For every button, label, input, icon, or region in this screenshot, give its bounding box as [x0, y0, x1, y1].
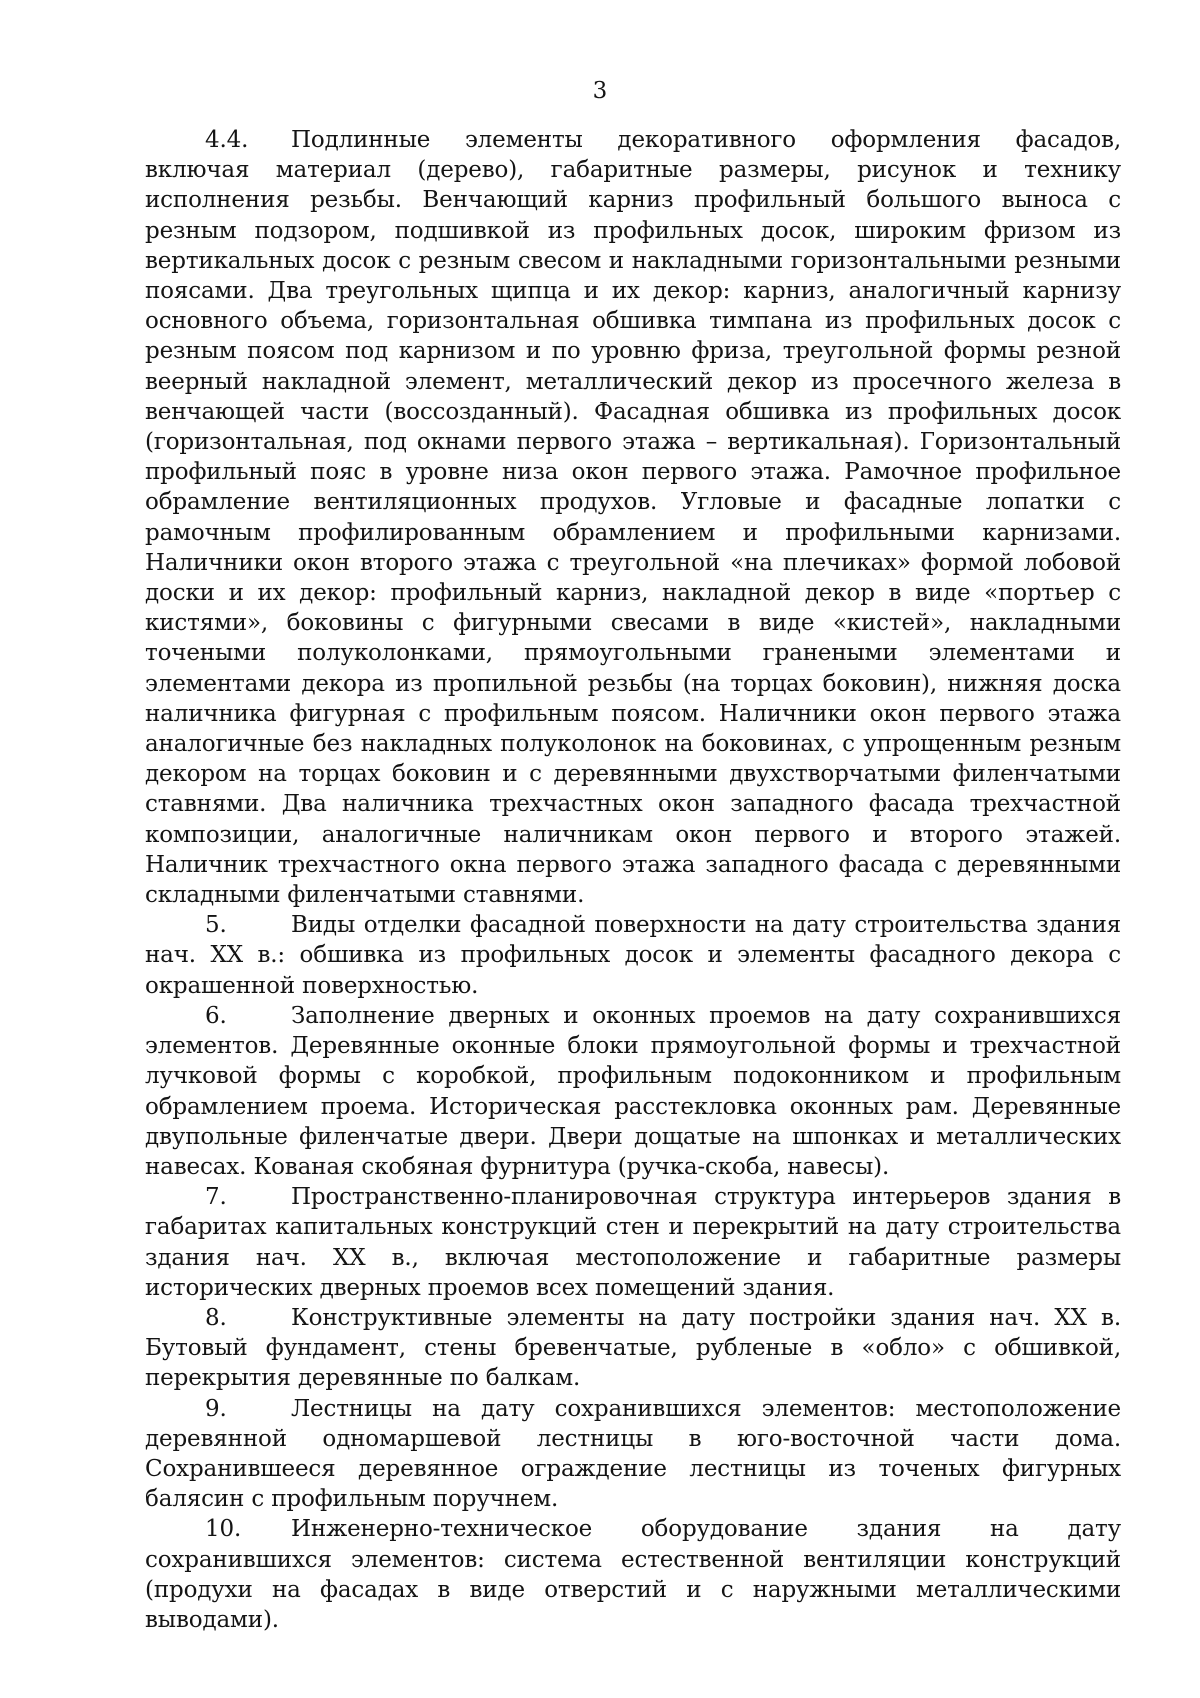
item-text: Виды отделки фасадной поверхности на дату строительства здания нач. XX в.: обшивка из профильных досок и элементы фасадного декора с окрашенной поверхностью. [145, 912, 1121, 999]
list-item-5 [145, 910, 1121, 1001]
item-number: 9. [205, 1395, 227, 1422]
item-text: Лестницы на дату сохранившихся элементов: местоположение деревянной одномаршевой лестницы в юго-восточной части дома. Сохранившееся деревянное ограждение лестницы из точеных фигурных балясин с профильным поручнем. [145, 1395, 1121, 1513]
list-item-7 [145, 1182, 1121, 1303]
list-item-4-4 [145, 125, 1121, 910]
document-body [145, 125, 1121, 1635]
list-item-9 [145, 1394, 1121, 1515]
item-number: 8. [205, 1304, 227, 1331]
item-text: Конструктивные элементы на дату постройки здания нач. XX в. Бутовый фундамент, стены бревенчатые, рубленые в «обло» с обшивкой, перекрытия деревянные по балкам. [145, 1304, 1121, 1392]
item-number: 6. [205, 1002, 227, 1029]
list-item-8 [145, 1303, 1121, 1394]
item-text: Пространственно-планировочная структура интерьеров здания в габаритах капитальных конструкций стен и перекрытий на дату строительства здания нач. XX в., включая местоположение и габаритные размеры исторических дверных проемов всех помещений здания. [145, 1184, 1121, 1301]
page-number: 3 [592, 78, 608, 104]
item-text: Заполнение дверных и оконных проемов на дату сохранившихся элементов. Деревянные оконные блоки прямоугольной формы и трехчастной лучковой формы с коробкой, профильным подоконником и профильным обрамлением проема. Историческая расстекловка оконных рам. Деревянные двупольные филенчатые двери. Двери дощатые на шпонках и металлических навесах. Кованая скобяная фурнитура (ручка-скоба, навесы). [145, 1002, 1121, 1180]
item-number: 5. [205, 912, 227, 939]
list-item-10 [145, 1514, 1121, 1635]
item-text: Инженерно-техническое оборудование здания на дату сохранившихся элементов: система естественной вентиляции конструкций (продухи на фасадах в виде отверстий и с наружными металлическими выводами). [145, 1516, 1121, 1633]
item-text: Подлинные элементы декоративного оформления фасадов, включая материал (дерево), габаритные размеры, рисунок и технику исполнения резьбы. Венчающий карниз профильный большого выноса с резным подзором, подшивкой из профильных досок, широким фризом из вертикальных досок с резным свесом и накладными горизонтальными резными поясами. Два треугольных щипца и их декор: карниз, аналогичный карнизу основного объема, горизонтальная обшивка тимпана из профильных досок с резным поясом под карнизом и по уровню фриза, треугольной формы резной веерный накладной элемент, металлический декор из просечного железа в венчающей части (воссозданный). Фасадная обшивка из профильных досок (горизонтальная, под окнами первого этажа – вертикальная). Горизонтальный профильный пояс в уровне низа окон первого этажа. Рамочное профильное обрамление вентиляционных продухов. Угловые и фасадные лопатки с рамочным профилированным обрамлением и профильными карнизами. Наличники окон второго этажа с треугольной «на плечиках» формой лобовой доски и их декор: профильный карниз, накладной декор в виде «портьер с кистями», боковины с фигурными свесами в виде «кистей», накладными точеными полуколонками, прямоугольными гранеными элементами и элементами декора из пропильной резьбы (на торцах боковин), нижняя доска наличника фигурная с профильным поясом. Наличники окон первого этажа аналогичные без накладных полуколонок на боковинах, с упрощенным резным декором на торцах боковин и с деревянными двухстворчатыми филенчатыми ставнями. Два наличника трехчастных окон западного фасада трехчастной композиции, аналогичные наличникам окон первого и второго этажей. Наличник трехчастного окна первого этажа западного фасада с деревянными складными филенчатыми ставнями. [145, 127, 1121, 909]
list-item-6 [145, 1001, 1121, 1182]
item-number: 4.4. [205, 127, 249, 153]
item-number: 7. [205, 1184, 227, 1211]
item-number: 10. [205, 1516, 242, 1543]
